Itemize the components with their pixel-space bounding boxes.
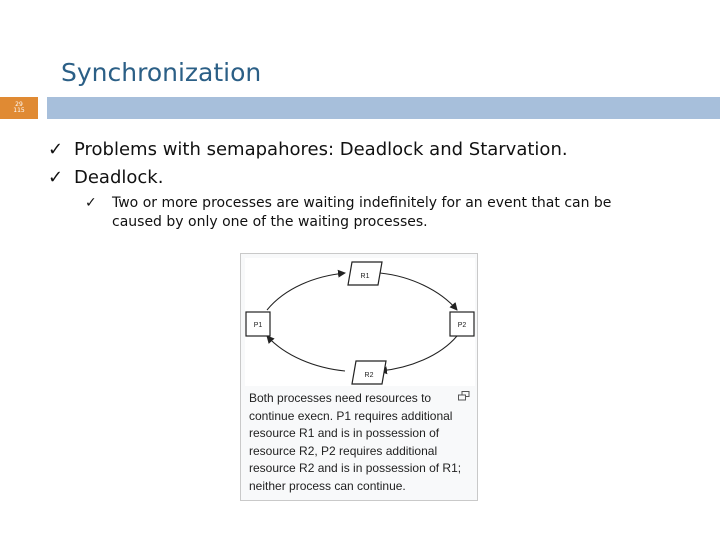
page-number-bottom: 115	[13, 107, 25, 114]
sub-bullet-deadlock-definition	[85, 194, 675, 232]
check-icon: ✓	[48, 167, 64, 188]
resource-r2-label: R2	[364, 372, 374, 379]
arrow-r1-to-p2	[380, 273, 457, 310]
bullet-deadlock	[48, 167, 163, 188]
bullet-problems	[48, 139, 568, 160]
arrow-r2-to-p1	[267, 336, 345, 371]
bullet-problems-text: Problems with semapahores: Deadlock and Starvation.	[74, 139, 568, 160]
sub-bullet-line-2: caused by only one of the waiting processes.	[112, 214, 428, 230]
arrow-p1-to-r1	[267, 273, 345, 310]
arrow-p2-to-r2	[380, 336, 457, 371]
deadlock-diagram	[245, 258, 475, 386]
page-number-badge	[0, 97, 38, 119]
resource-r1-label: R1	[360, 273, 370, 280]
slide-title: Synchronization	[61, 58, 262, 87]
check-icon: ✓	[48, 139, 64, 160]
bullet-deadlock-text: Deadlock.	[74, 167, 164, 188]
sub-bullet-line-1: Two or more processes are waiting indefinitely for an event that can be	[112, 195, 612, 211]
title-underline-bar	[47, 97, 720, 119]
figure-caption: Both processes need resources to continue execn. P1 requires additional resource R1 and is in possession of resource R2, P2 requires additional resource R2 and is in possession of R1; neither process can continue.	[249, 391, 462, 493]
process-p1-label: P1	[253, 322, 263, 329]
process-p2-label: P2	[457, 322, 467, 329]
page-number-top: 29	[15, 101, 23, 108]
deadlock-figure	[240, 253, 478, 501]
check-icon: ✓	[85, 195, 97, 211]
